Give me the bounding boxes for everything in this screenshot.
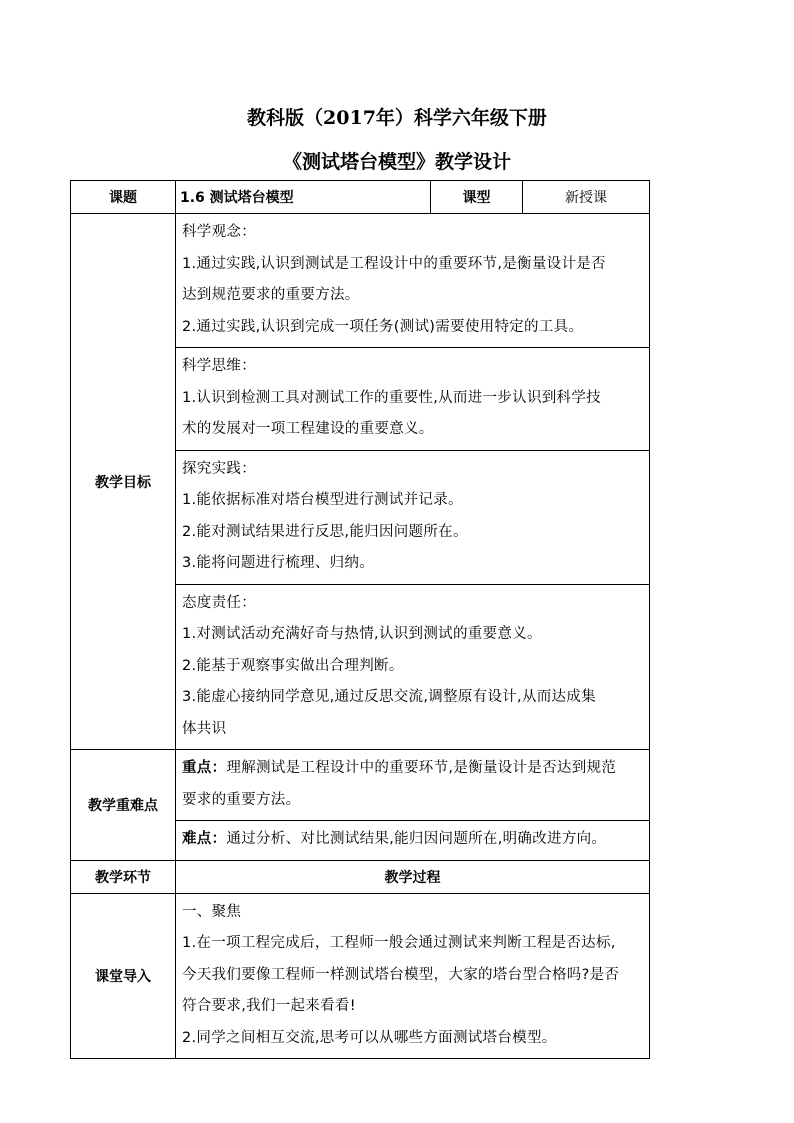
keypoints-content	[176, 750, 650, 861]
difficult-point-text: 通过分析、对比测试结果,能归因问题所在,明确改进方向。	[226, 831, 607, 847]
goal-line: 1.通过实践,认识到测试是工程设计中的重要环节,是衡量设计是否	[182, 255, 606, 272]
lesson-plan-table	[70, 180, 650, 1059]
goal-line: 达到规范要求的重要方法。	[182, 287, 360, 303]
key-point-section	[176, 750, 649, 821]
goal-line: 术的发展对一项工程建设的重要意义。	[182, 421, 434, 437]
goal-line: 2.通过实践,认识到完成一项任务(测试)需要使用特定的工具。	[182, 318, 584, 335]
intro-row	[71, 893, 650, 1059]
intro-line: 2.同学之间相互交流,思考可以从哪些方面测试塔台模型。	[182, 1029, 557, 1046]
goal-line: 1.对测试活动充满好奇与热情,认识到测试的重要意义。	[182, 626, 542, 642]
goal-heading: 科学观念：	[182, 224, 256, 240]
goal-heading: 态度责任：	[182, 594, 256, 611]
goal-line: 1.认识到检测工具对测试工作的重要性,从而进一步认识到科学技	[182, 389, 601, 406]
intro-section	[176, 894, 649, 1059]
intro-content	[176, 893, 650, 1059]
goal-line: 2.能基于观察事实做出合理判断。	[182, 657, 404, 674]
intro-line: 1.在一项工程完成后，工程师一般会通过测试来判断工程是否达标,	[182, 935, 616, 951]
goal-section-attitude	[176, 585, 649, 750]
goal-line: 1.能依据标准对塔台模型进行测试并记录。	[182, 492, 463, 508]
difficult-point-label: 难点：	[182, 831, 227, 847]
difficult-point-line	[182, 824, 643, 856]
lesson-type-value: 新授课	[523, 181, 650, 214]
key-point-label: 重点：	[182, 760, 227, 776]
lesson-type-label: 课型	[431, 181, 523, 214]
intro-line: 符合要求,我们一起来看看!	[182, 998, 356, 1014]
document-subtitle: 《测试塔台模型》教学设计	[282, 151, 511, 173]
process-header-row	[71, 860, 650, 893]
difficult-point-section	[176, 821, 649, 860]
keypoints-row	[71, 750, 650, 861]
key-point-line-2: 要求的重要方法。	[182, 791, 301, 808]
goal-heading: 科学思维：	[182, 358, 256, 374]
teaching-step-label: 教学环节	[71, 860, 176, 893]
intro-line: 今天我们要像工程师一样测试塔台模型，大家的塔台型合格吗?是否	[182, 966, 620, 983]
goal-section-practice	[176, 451, 649, 585]
goals-label: 教学目标	[71, 214, 176, 750]
key-point-line	[182, 753, 643, 785]
intro-label: 课堂导入	[71, 893, 176, 1059]
goal-line: 2.能对测试结果进行反思,能归因问题所在。	[182, 523, 468, 540]
goal-line: 3.能将问题进行梳理、归纳。	[182, 555, 375, 571]
goal-heading: 探究实践：	[182, 460, 256, 477]
keypoints-label: 教学重难点	[71, 750, 176, 861]
topic-row	[71, 181, 650, 214]
key-point-text: 理解测试是工程设计中的重要环节,是衡量设计是否达到规范	[226, 760, 617, 776]
intro-line: 一、聚焦	[182, 903, 242, 920]
goals-content	[176, 214, 650, 750]
document-title: 教科版（2017年）科学六年级下册	[247, 107, 547, 129]
goal-line: 体共识	[182, 720, 227, 737]
topic-value: 1.6 测试塔台模型	[176, 181, 431, 214]
teaching-process-label: 教学过程	[176, 860, 650, 893]
topic-label: 课题	[71, 181, 176, 214]
goal-line: 3.能虚心接纳同学意见,通过反思交流,调整原有设计,从而达成集	[182, 689, 596, 705]
goal-section-concept	[176, 214, 649, 348]
goal-section-thinking	[176, 348, 649, 451]
goals-row	[71, 214, 650, 750]
